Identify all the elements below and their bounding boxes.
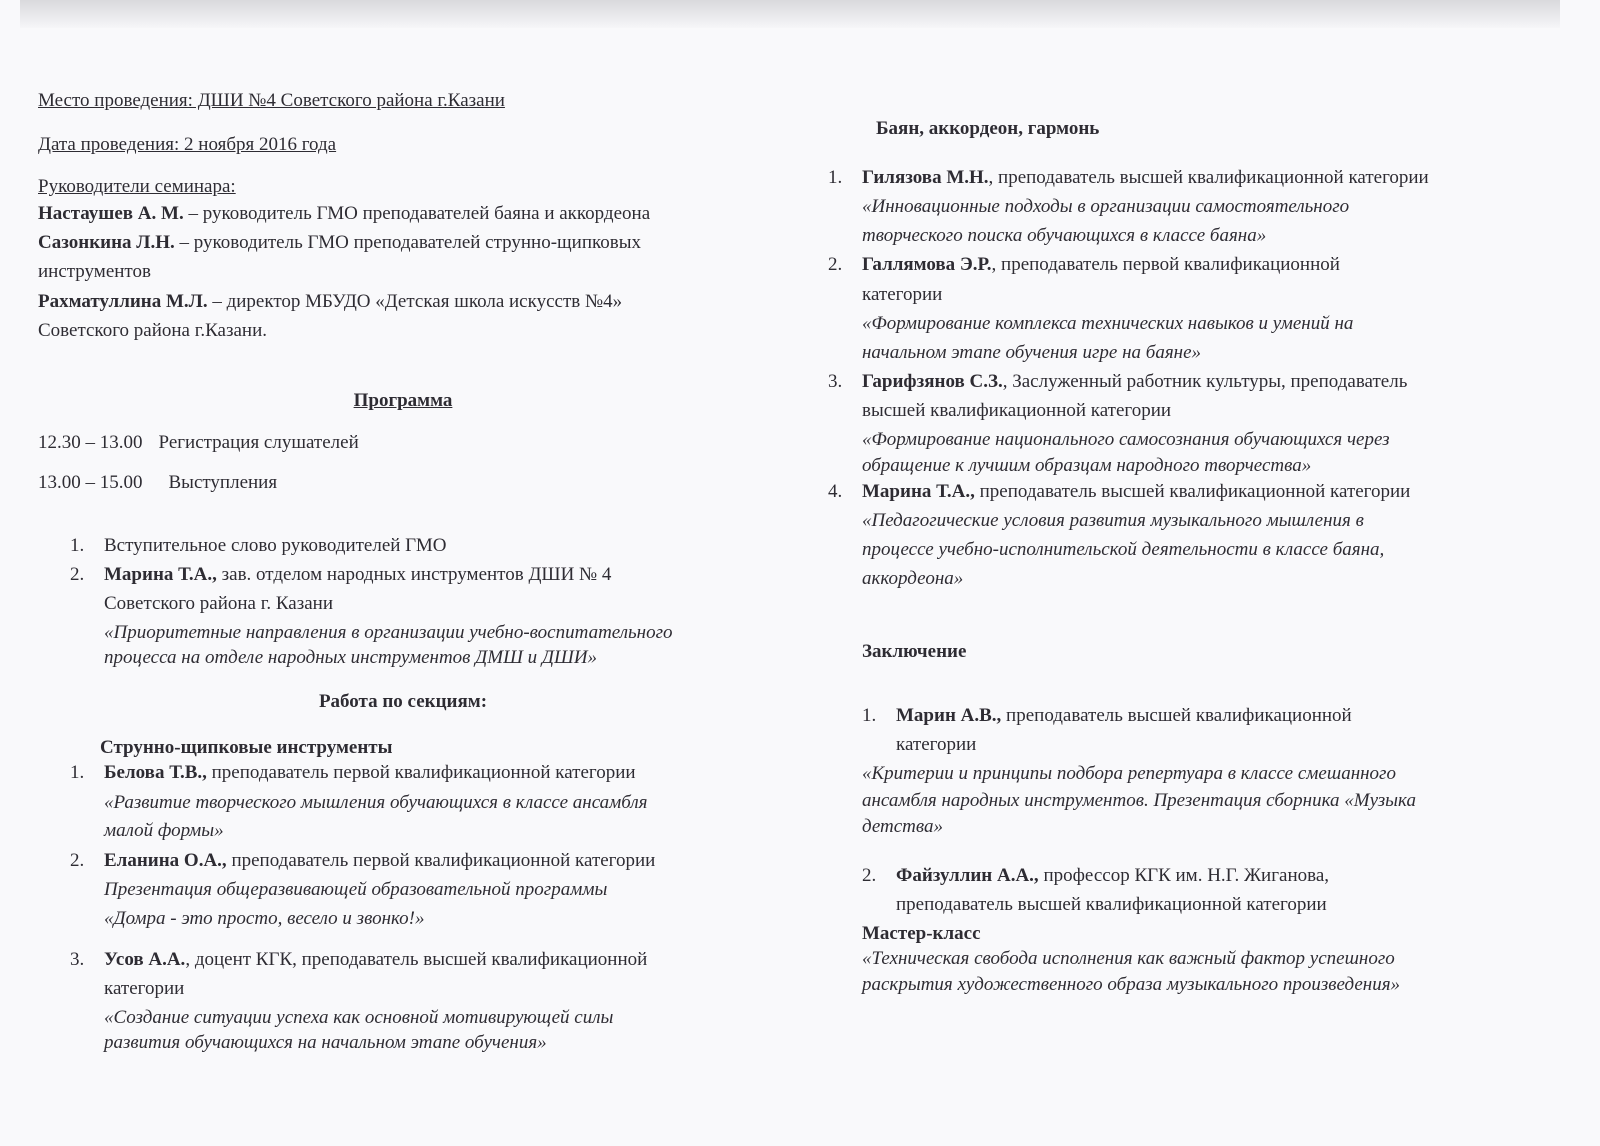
schedule-row-1: [38, 428, 359, 457]
speaker-name: Марина Т.А.,: [104, 564, 217, 585]
date-line: Дата проведения: 2 ноября 2016 года: [38, 134, 337, 155]
topic-line: «Создание ситуации успеха как основной мотивирующей силы: [104, 1007, 614, 1028]
leader-name: Сазонкина Л.Н.: [38, 232, 175, 253]
topic-line: творческого поиска обучающихся в классе баяна»: [862, 225, 1267, 246]
speaker-role: профессор КГК им. Н.Г. Жиганова,: [1038, 865, 1330, 886]
schedule-time: 13.00 – 15.00: [38, 472, 143, 493]
bayan-item-4: [862, 477, 1410, 506]
schedule-row-2: [38, 468, 277, 497]
program-title: [38, 386, 768, 415]
speaker-name: Еланина О.А.,: [104, 850, 227, 871]
item-number: 3.: [70, 949, 85, 970]
speaker-role: преподаватель первой квалификационной категории: [206, 762, 636, 783]
sections-title: [38, 687, 768, 716]
leader-role: – руководитель ГМО преподавателей баяна и аккордеона: [183, 203, 651, 224]
program-title-text: Программа: [353, 390, 453, 411]
item-number: 1.: [70, 535, 85, 556]
leader-2: [38, 228, 641, 257]
venue-line: Место проведения: ДШИ №4 Советского района г.Казани: [38, 90, 505, 111]
bayan-item-3-cont: высшей квалификационной категории: [862, 400, 1172, 421]
item-number: 1.: [70, 762, 85, 783]
bayan-item-1: [862, 163, 1429, 192]
program-item-2-cont: Советского района г. Казани: [104, 593, 334, 614]
speaker-role: , преподаватель высшей квалификационной категории: [988, 167, 1429, 188]
topic-line: процессе учебно-исполнительской деятельности в классе баяна,: [862, 539, 1385, 560]
bayan-item-2-cont: категории: [862, 284, 943, 305]
item-number: 1.: [828, 167, 843, 188]
speaker-name: Марин А.В.,: [896, 705, 1002, 726]
conclusion-item-2-cont: преподаватель высшей квалификационной категории: [896, 894, 1327, 915]
topic-line: развития обучающихся на начальном этапе обучения»: [104, 1032, 547, 1053]
topic-line: «Инновационные подходы в организации самостоятельного: [862, 196, 1350, 217]
leader-name: Рахматуллина М.Л.: [38, 291, 208, 312]
topic-line: аккордеона»: [862, 568, 964, 589]
item-number: 1.: [862, 705, 877, 726]
speaker-role: , преподаватель первой квалификационной: [991, 254, 1340, 275]
speaker-role: , доцент КГК, преподаватель высшей квалификационной: [185, 949, 648, 970]
item-number: 2.: [70, 564, 85, 585]
topic-line: «Развитие творческого мышления обучающихся в классе ансамбля: [104, 792, 648, 813]
speaker-name: Гилязова М.Н.: [862, 167, 989, 188]
leaders-label: Руководители семинара:: [38, 176, 236, 197]
conclusion-title: [862, 637, 966, 666]
topic-line: «Критерии и принципы подбора репертуара в классе смешанного: [862, 763, 1396, 784]
leader-3: [38, 287, 622, 316]
scan-edge: [20, 0, 1560, 28]
topic-line: раскрытия художественного образа музыкального произведения»: [862, 974, 1401, 995]
strings-item-3-cont: категории: [104, 978, 185, 999]
strings-title-text: Струнно-щипковые инструменты: [100, 737, 393, 758]
program-item-1: Вступительное слово руководителей ГМО: [104, 535, 447, 556]
item-number: 4.: [828, 481, 843, 502]
conclusion-item-1: [896, 701, 1352, 730]
speaker-role: зав. отделом народных инструментов ДШИ № 4: [216, 564, 612, 585]
topic-line: ансамбля народных инструментов. Презентация сборника «Музыка: [862, 790, 1416, 811]
speaker-role: преподаватель высшей квалификационной: [1001, 705, 1352, 726]
leader-3-cont: Советского района г.Казани.: [38, 320, 268, 341]
speaker-role: преподаватель высшей квалификационной категории: [974, 481, 1411, 502]
bayan-item-2: [862, 250, 1340, 279]
program-item-2: [104, 560, 611, 589]
topic-line: детства»: [862, 816, 944, 837]
schedule-event: Выступления: [168, 472, 278, 493]
leader-role: – директор МБУДО «Детская школа искусств №4»: [207, 291, 623, 312]
speaker-name: Усов А.А.: [104, 949, 186, 970]
leader-2-cont: инструментов: [38, 261, 151, 282]
speaker-name: Галлямова Э.Р.: [862, 254, 992, 275]
conclusion-title-text: Заключение: [862, 641, 967, 662]
speaker-name: Гарифзянов С.З.: [862, 371, 1003, 392]
topic-line: начальном этапе обучения игре на баяне»: [862, 342, 1202, 363]
strings-item-1: [104, 758, 636, 787]
sections-title-text: Работа по секциям:: [318, 691, 488, 712]
schedule-time: 12.30 – 13.00: [38, 432, 143, 453]
topic-line: «Формирование комплекса технических навыков и умений на: [862, 313, 1354, 334]
leader-role: – руководитель ГМО преподавателей струнно-щипковых: [174, 232, 642, 253]
item-number: 2.: [862, 865, 877, 886]
conclusion-item-1-cont: категории: [896, 734, 977, 755]
schedule-event: Регистрация слушателей: [158, 432, 359, 453]
bayan-item-3: [862, 367, 1407, 396]
speaker-role: преподаватель первой квалификационной категории: [226, 850, 656, 871]
topic-line: «Домра - это просто, весело и звонко!»: [104, 908, 425, 929]
topic-line: Презентация общеразвивающей образовательной программы: [104, 879, 608, 900]
topic-line: процесса на отделе народных инструментов ДМШ и ДШИ»: [104, 647, 598, 668]
topic-line: обращение к лучшим образцам народного творчества»: [862, 455, 1312, 476]
topic-line: «Техническая свобода исполнения как важный фактор успешного: [862, 948, 1395, 969]
strings-item-2: [104, 846, 655, 875]
bayan-section-title: [876, 114, 1099, 143]
speaker-name: Файзуллин А.А.,: [896, 865, 1039, 886]
bayan-title-text: Баян, аккордеон, гармонь: [876, 118, 1100, 139]
item-number: 3.: [828, 371, 843, 392]
leader-1: [38, 199, 650, 228]
speaker-name: Марина Т.А.,: [862, 481, 975, 502]
speaker-name: Белова Т.В.,: [104, 762, 207, 783]
conclusion-item-2: [896, 861, 1329, 890]
strings-item-3: [104, 945, 647, 974]
topic-line: «Приоритетные направления в организации учебно-воспитательного: [104, 622, 673, 643]
item-number: 2.: [828, 254, 843, 275]
leader-name: Настаушев А. М.: [38, 203, 184, 224]
speaker-role: , Заслуженный работник культуры, преподаватель: [1002, 371, 1408, 392]
topic-line: «Формирование национального самосознания обучающихся через: [862, 429, 1390, 450]
item-number: 2.: [70, 850, 85, 871]
master-class-text: Мастер-класс: [862, 923, 981, 944]
topic-line: «Педагогические условия развития музыкального мышления в: [862, 510, 1364, 531]
topic-line: малой формы»: [104, 820, 224, 841]
